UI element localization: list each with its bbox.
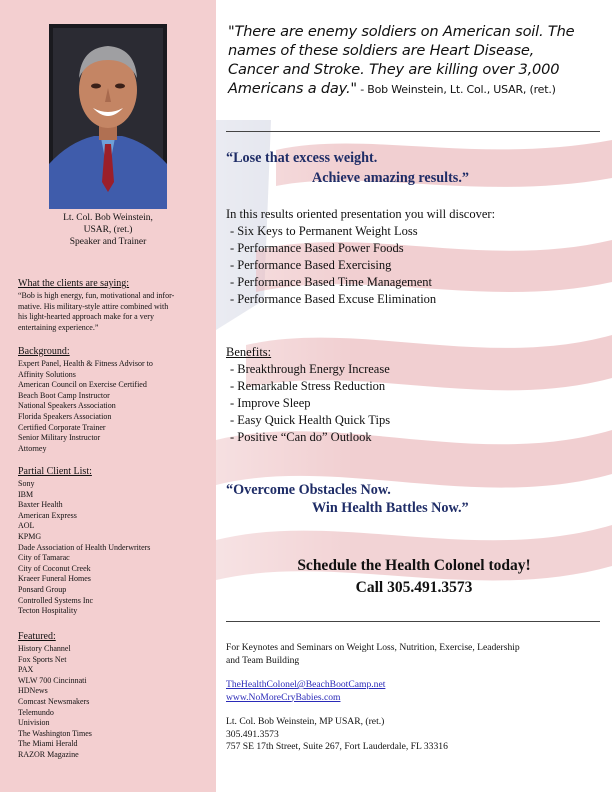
list-item: Kraeer Funeral Homes [18,574,91,584]
photo-caption: Lt. Col. Bob Weinstein, USAR, (ret.) Speaker and Trainer [63,213,153,247]
list-item: - Performance Based Excuse Elimination [230,292,437,306]
divider [226,131,600,132]
list-item: - Remarkable Stress Reduction [230,379,386,393]
call-to-action [216,555,612,599]
list-item: - Performance Based Exercising [230,258,392,272]
quote-attribution: - Bob Weinstein, Lt. Col., USAR, (ret.) [356,83,556,96]
list-item: The Washington Times [18,728,92,738]
list-item: Controlled Systems Inc [18,595,94,605]
list-item: RAZOR Magazine [18,749,79,759]
cta-phone: Call 305.491.3573 [355,579,473,596]
list-item: - Six Keys to Permanent Weight Loss [230,224,418,238]
list-item: Ponsard Group [18,584,67,594]
discover-list [230,223,436,308]
list-item: Comcast Newsmakers [18,696,90,706]
benefits-heading: Benefits: [226,345,272,359]
list-item: PAX [18,665,34,675]
list-item: American Express [18,510,77,520]
opening-quote: "There are enemy soldiers on American soil. The names of these soldiers are Heart Disease, Cancer and Stroke. They are killing over 3,000 Americans a day." - Bob Weinstein, Lt. Col., USAR, (ret.) [228,23,575,97]
testimonial-heading: What the clients are saying: [18,278,130,289]
list-item: History Channel [18,644,71,653]
featured-section [18,631,210,761]
list-item: Dade Association of Health Underwriters [18,542,151,552]
list-item: City of Tamarac [18,553,70,563]
list-item: Tecton Hospitality [18,606,78,616]
list-item: Telemundo [18,707,54,717]
list-item: AOL [18,521,35,531]
list-item: - Performance Based Time Management [230,275,433,289]
list-item: - Easy Quick Health Quick Tips [230,413,391,427]
slogan-line-1: “Lose that excess weight. [226,150,378,166]
testimonial-section: What the clients are saying: “Bob is high energy, fun, motivational and infor- mative. His military-style attire combined with his light-hearted approach make for a very entertaining experience.” [18,278,210,333]
contact-name: Lt. Col. Bob Weinstein, MP USAR, (ret.) [226,716,385,727]
slogan-line-3: “Overcome Obstacles Now. [226,482,391,498]
list-item: IBM [18,489,34,499]
list-item: WLW 700 Cincinnati [18,675,87,685]
list-item: Fox Sports Net [18,654,67,664]
benefits-list [230,361,390,446]
list-item: - Improve Sleep [230,396,311,410]
featured-heading: Featured: [18,631,56,642]
list-item: Sony [18,479,35,488]
list-item: City of Coconut Creek [18,563,91,573]
list-item: KPMG [18,531,42,541]
main-column [216,0,612,792]
cta-line-1: Schedule the Health Colonel today! [297,557,531,574]
list-item: The Miami Herald [18,739,78,749]
background-heading: Background: [18,346,70,357]
sidebar [0,0,216,792]
client-list-section [18,466,210,617]
client-list-heading: Partial Client List: [18,466,92,477]
list-item: - Breakthrough Energy Increase [230,362,390,376]
list-item: HDNews [18,686,48,696]
slogan-line-4: Win Health Battles Now.” [312,500,469,516]
list-item: - Performance Based Power Foods [230,241,404,255]
contact-address: 757 SE 17th Street, Suite 267, Fort Lauderdale, FL 33316 [226,741,448,752]
divider [226,621,600,622]
discover-intro: In this results oriented presentation you will discover: [226,207,496,221]
footer: For Keynotes and Seminars on Weight Loss, Nutrition, Exercise, Leadership and Team Building TheHealthColonel@BeachBootCamp.net www.NoMoreCryBabies.com Lt. Col. Bob Weinstein, MP USAR, (ret.) 305.491.3573 757 SE 17th Street, Suite 267, Fort Lauderdale, FL 33316 [226,642,606,754]
contact-phone: 305.491.3573 [226,728,279,740]
background-section: Background: Expert Panel, Health & Fitness Advisor to Affinity Solutions American Council on Exercise Certified Beach Boot Camp Instructor National Speakers Association Florida Speakers Association Certified Corporate Trainer Senior Military Instructor Attorney [18,346,210,454]
list-item: - Positive “Can do” Outlook [230,430,372,444]
speaker-photo [49,24,167,209]
slogan-line-2: Achieve amazing results.” [312,170,469,186]
list-item: Baxter Health [18,500,63,510]
email-link[interactable]: TheHealthColonel@BeachBootCamp.net [226,679,386,690]
list-item: Univision [18,718,50,728]
website-link[interactable]: www.NoMoreCryBabies.com [226,691,341,703]
